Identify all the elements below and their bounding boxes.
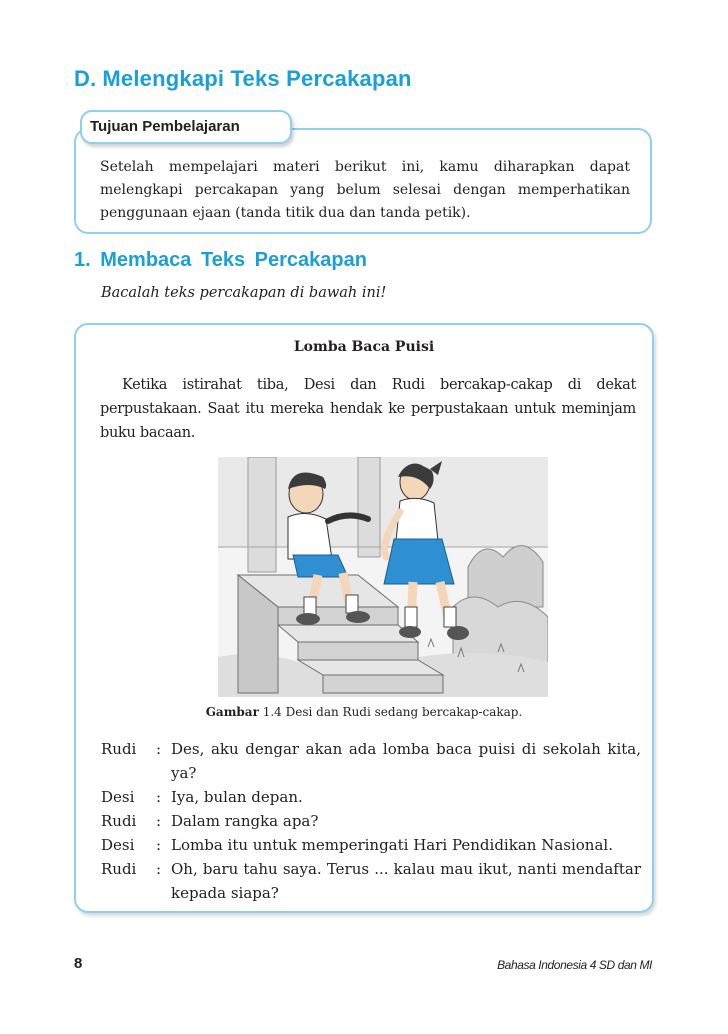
story-title: Lomba Baca Puisi bbox=[293, 339, 435, 355]
reading-instruction: Bacalah teks percakapan di bawah ini! bbox=[101, 285, 387, 301]
subsection-title bbox=[74, 249, 367, 272]
subsection-number: 1. bbox=[74, 249, 91, 271]
dialogue-colon: : bbox=[156, 788, 162, 806]
dialogue-speaker: Rudi bbox=[101, 812, 137, 830]
figure-caption-label: Gambar bbox=[205, 705, 259, 719]
section-title-text: Melengkapi Teks Percakapan bbox=[102, 66, 412, 91]
dialogue bbox=[101, 737, 641, 905]
dialogue-colon: : bbox=[156, 812, 162, 830]
dialogue-colon: : bbox=[156, 836, 162, 854]
page-number: 8 bbox=[74, 955, 83, 972]
subsection-title-text: Membaca Teks Percakapan bbox=[100, 249, 367, 271]
dialogue-colon: : bbox=[156, 740, 162, 758]
story-paragraph: Ketika istirahat tiba, Desi dan Rudi bercakap-cakap di dekat perpustakaan. Saat itu mereka hendak ke perpustakaan untuk meminjam buku bacaan. bbox=[100, 377, 636, 441]
dialogue-colon: : bbox=[156, 860, 162, 878]
dialogue-text: Lomba itu untuk memperingati Hari Pendidikan Nasional. bbox=[171, 836, 613, 854]
dialogue-speaker: Rudi bbox=[101, 860, 137, 878]
book-title: Bahasa Indonesia 4 SD dan MI bbox=[497, 958, 652, 972]
figure-caption-text: 1.4 Desi dan Rudi sedang bercakap-cakap. bbox=[258, 705, 523, 719]
dialogue-speaker: Desi bbox=[101, 788, 135, 806]
dialogue-line bbox=[101, 833, 641, 857]
learning-goal-text: Setelah mempelajari materi berikut ini, kamu diharapkan dapat melengkapi percakapan yang belum selesai dengan memperhatikan penggunaan ejaan (tanda titik dua dan tanda petik). bbox=[100, 159, 630, 221]
dialogue-text: Oh, baru tahu saya. Terus ... kalau mau ikut, nanti mendaftar kepada siapa? bbox=[171, 860, 641, 902]
dialogue-line bbox=[101, 785, 641, 809]
illustration-svg bbox=[218, 457, 548, 697]
dialogue-text: Iya, bulan depan. bbox=[171, 788, 303, 806]
dialogue-line bbox=[101, 857, 641, 905]
dialogue-line bbox=[101, 737, 641, 785]
dialogue-speaker: Desi bbox=[101, 836, 135, 854]
illustration-desi-and-rudi bbox=[218, 457, 548, 697]
learning-goal-label: Tujuan Pembelajaran bbox=[80, 110, 292, 144]
figure-caption bbox=[74, 705, 654, 719]
section-number: D. bbox=[74, 66, 97, 91]
dialogue-speaker: Rudi bbox=[101, 740, 137, 758]
section-title bbox=[74, 66, 412, 92]
dialogue-text: Des, aku dengar akan ada lomba baca puisi di sekolah kita, ya? bbox=[171, 740, 641, 782]
dialogue-text: Dalam rangka apa? bbox=[171, 812, 319, 830]
dialogue-line bbox=[101, 809, 641, 833]
